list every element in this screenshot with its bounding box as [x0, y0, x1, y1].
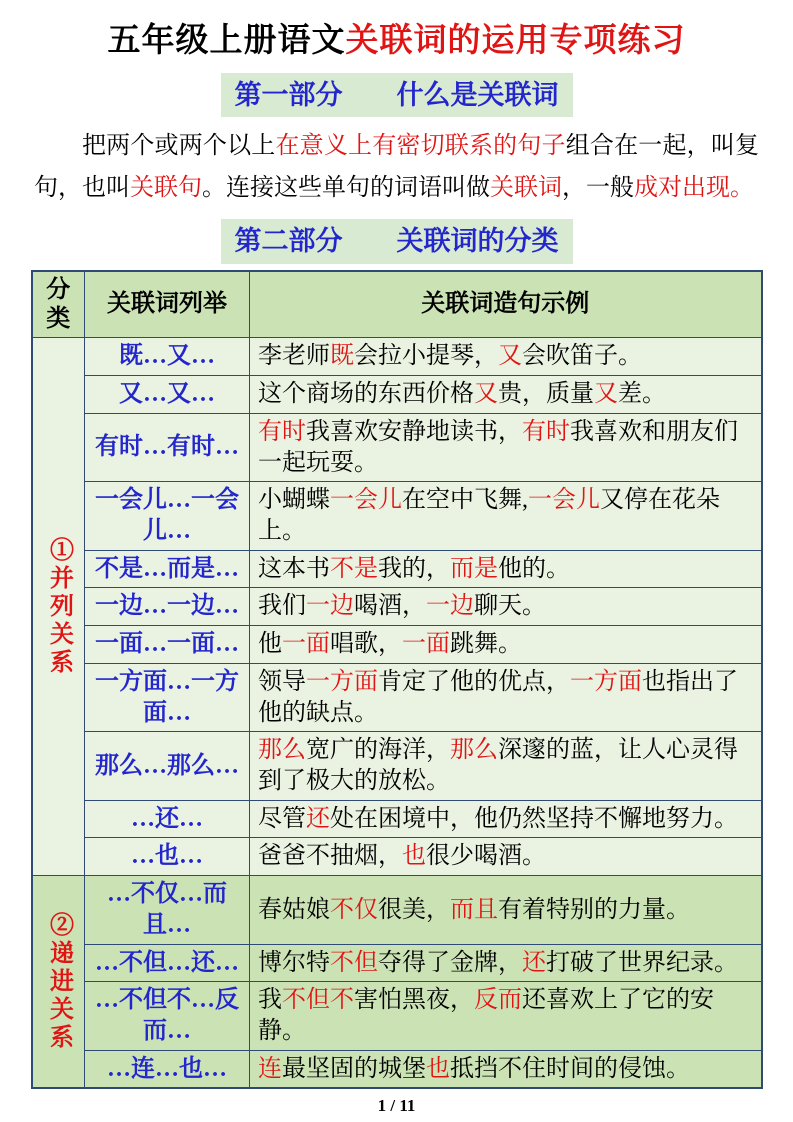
- highlighted-text: 而是: [450, 555, 498, 582]
- plain-text: 在空中飞舞,: [402, 487, 528, 514]
- plain-text: 组合在一起，叫复句，也叫: [34, 133, 760, 202]
- example-sentence: [250, 944, 762, 982]
- highlighted-text: 还: [306, 805, 330, 832]
- highlighted-text: 那么: [450, 737, 498, 764]
- plain-text: 他: [258, 631, 282, 658]
- plain-text: 博尔特: [258, 949, 330, 976]
- plain-text: 贵，质量: [498, 381, 594, 408]
- conjunction-pattern: 既…又…: [85, 338, 250, 376]
- plain-text: 我: [258, 987, 282, 1014]
- conjunction-pattern: …不仅…而且…: [85, 876, 250, 944]
- example-sentence: [250, 626, 762, 664]
- example-sentence: [250, 663, 762, 731]
- example-sentence: [250, 1050, 762, 1088]
- table-row: [32, 838, 762, 876]
- column-header-category: 分类: [32, 271, 85, 338]
- plain-text: 会拉小提琴，: [354, 343, 498, 370]
- plain-text: 很少喝酒。: [426, 843, 546, 870]
- conjunction-pattern: 不是…而是…: [85, 550, 250, 588]
- plain-text: 处在困境中，他仍然坚持不懈地努力。: [330, 805, 738, 832]
- plain-text: 春姑娘: [258, 896, 330, 923]
- highlighted-text: 也: [426, 1055, 450, 1082]
- example-sentence: [250, 982, 762, 1050]
- highlighted-text: 反而: [474, 987, 522, 1014]
- highlighted-text: 又: [474, 381, 498, 408]
- table-row: [32, 663, 762, 731]
- plain-text: 抵挡不住时间的侵蚀。: [450, 1055, 690, 1082]
- category-cell: [32, 338, 85, 876]
- page-number: 1 / 11: [377, 1096, 416, 1116]
- plain-text: 他的。: [498, 555, 570, 582]
- highlighted-text: 又: [594, 381, 618, 408]
- plain-text: 小蝴蝶: [258, 487, 330, 514]
- plain-text: 。连接这些单句的词语叫做: [202, 175, 490, 202]
- highlighted-text: 又: [498, 343, 522, 370]
- table-row: [32, 876, 762, 944]
- conjunction-pattern: 有时…有时…: [85, 413, 250, 481]
- plain-text: 最坚固的城堡: [282, 1055, 426, 1082]
- section-1-heading: 第一部分 什么是关联词: [221, 73, 573, 117]
- highlighted-text: 不仅: [330, 896, 378, 923]
- column-header-examples: 关联词造句示例: [250, 271, 762, 338]
- highlighted-text: 还: [522, 949, 546, 976]
- conjunction-pattern: 那么…那么…: [85, 732, 250, 800]
- plain-text: 差。: [618, 381, 666, 408]
- table-row: [32, 413, 762, 481]
- highlighted-text: 一边: [306, 593, 354, 620]
- example-sentence: [250, 838, 762, 876]
- highlighted-text: 也: [402, 843, 426, 870]
- plain-text: 还喜欢上了它的安静。: [258, 987, 714, 1045]
- conjunction-pattern: 又…又…: [85, 376, 250, 414]
- conjunction-pattern: 一边…一边…: [85, 588, 250, 626]
- page-title-highlight: 关联词的运用专项练习: [345, 23, 686, 59]
- highlighted-text: 一会儿: [528, 487, 600, 514]
- highlighted-text: 一边: [426, 593, 474, 620]
- highlighted-text: 不但不: [282, 987, 354, 1014]
- plain-text: 我们: [258, 593, 306, 620]
- plain-text: 这个商场的东西价格: [258, 381, 474, 408]
- plain-text: 跳舞。: [450, 631, 522, 658]
- conjunction-pattern: 一方面…一方面…: [85, 663, 250, 731]
- highlighted-text: 一方面: [306, 668, 378, 695]
- highlighted-text: 有时: [522, 418, 570, 445]
- highlighted-text: 连: [258, 1055, 282, 1082]
- page-title: [0, 20, 793, 63]
- highlighted-text: 不但: [330, 949, 378, 976]
- column-header-patterns: 关联词列举: [85, 271, 250, 338]
- highlighted-text: 一会儿: [330, 487, 402, 514]
- plain-text: 我的，: [378, 555, 450, 582]
- category-label: ②递进关系: [45, 911, 72, 1052]
- plain-text: ，一般: [562, 175, 634, 202]
- table-row: [32, 376, 762, 414]
- plain-text: 这本书: [258, 555, 330, 582]
- conjunction-pattern: …还…: [85, 800, 250, 838]
- highlighted-text: 关联句: [130, 175, 202, 202]
- plain-text: 有着特别的力量。: [498, 896, 690, 923]
- table-row: [32, 732, 762, 800]
- example-sentence: [250, 338, 762, 376]
- category-label: ①并列关系: [45, 536, 72, 677]
- plain-text: 宽广的海洋，: [306, 737, 450, 764]
- example-sentence: [250, 376, 762, 414]
- table-row: [32, 944, 762, 982]
- conjunction-pattern: …不但…还…: [85, 944, 250, 982]
- highlighted-text: 一面: [282, 631, 330, 658]
- category-cell: [32, 876, 85, 1089]
- plain-text: 唱歌，: [330, 631, 402, 658]
- plain-text: 我喜欢安静地读书，: [306, 418, 522, 445]
- plain-text: 爸爸不抽烟，: [258, 843, 402, 870]
- highlighted-text: 那么: [258, 737, 306, 764]
- table-row: [32, 338, 762, 376]
- example-sentence: [250, 482, 762, 550]
- table-row: [32, 1050, 762, 1088]
- highlighted-text: 而且: [450, 896, 498, 923]
- highlighted-text: 关联词: [490, 175, 562, 202]
- plain-text: 我喜欢和朋友们一起玩耍。: [258, 418, 738, 476]
- plain-text: 会吹笛子。: [522, 343, 642, 370]
- section-2-row: [0, 219, 793, 263]
- table-row: [32, 550, 762, 588]
- plain-text: 把两个或两个以上: [82, 133, 276, 160]
- plain-text: 喝酒，: [354, 593, 426, 620]
- table-body: [32, 338, 762, 1089]
- highlighted-text: 成对出现。: [634, 175, 754, 202]
- example-sentence: [250, 800, 762, 838]
- plain-text: 害怕黑夜，: [354, 987, 474, 1014]
- highlighted-text: 有时: [258, 418, 306, 445]
- example-sentence: [250, 413, 762, 481]
- example-sentence: [250, 550, 762, 588]
- plain-text: 打破了世界纪录。: [546, 949, 738, 976]
- plain-text: 很美，: [378, 896, 450, 923]
- example-sentence: [250, 588, 762, 626]
- conjunction-pattern: 一面…一面…: [85, 626, 250, 664]
- table-row: [32, 626, 762, 664]
- table-row: [32, 982, 762, 1050]
- plain-text: 尽管: [258, 805, 306, 832]
- section-1-row: [0, 73, 793, 117]
- example-sentence: [250, 732, 762, 800]
- table-row: [32, 482, 762, 550]
- page-title-prefix: 五年级上册语文: [107, 23, 346, 59]
- plain-text: 深邃的蓝，让人心灵得到了极大的放松。: [258, 737, 738, 794]
- highlighted-text: 在意义上有密切联系的句子: [275, 133, 566, 160]
- highlighted-text: 一面: [402, 631, 450, 658]
- section-2-heading: 第二部分 关联词的分类: [221, 219, 573, 263]
- plain-text: 也指出了他的缺点。: [258, 668, 738, 726]
- plain-text: 领导: [258, 668, 306, 695]
- conjunction-pattern: …也…: [85, 838, 250, 876]
- highlighted-text: 既: [330, 343, 354, 370]
- table-row: [32, 800, 762, 838]
- plain-text: 又停在花朵上。: [258, 487, 720, 544]
- plain-text: 肯定了他的优点，: [378, 668, 570, 695]
- table-row: [32, 588, 762, 626]
- conjunction-pattern: …不但不…反而…: [85, 982, 250, 1050]
- example-sentence: [250, 876, 762, 944]
- plain-text: 夺得了金牌，: [378, 949, 522, 976]
- intro-paragraph: [34, 125, 759, 209]
- conjunction-table: [31, 270, 763, 1090]
- highlighted-text: 一方面: [570, 668, 642, 695]
- highlighted-text: 不是: [330, 555, 378, 582]
- table-header-row: [32, 271, 762, 338]
- conjunction-pattern: …连…也…: [85, 1050, 250, 1088]
- conjunction-pattern: 一会儿…一会儿…: [85, 482, 250, 550]
- plain-text: 李老师: [258, 343, 330, 370]
- plain-text: 聊天。: [474, 593, 546, 620]
